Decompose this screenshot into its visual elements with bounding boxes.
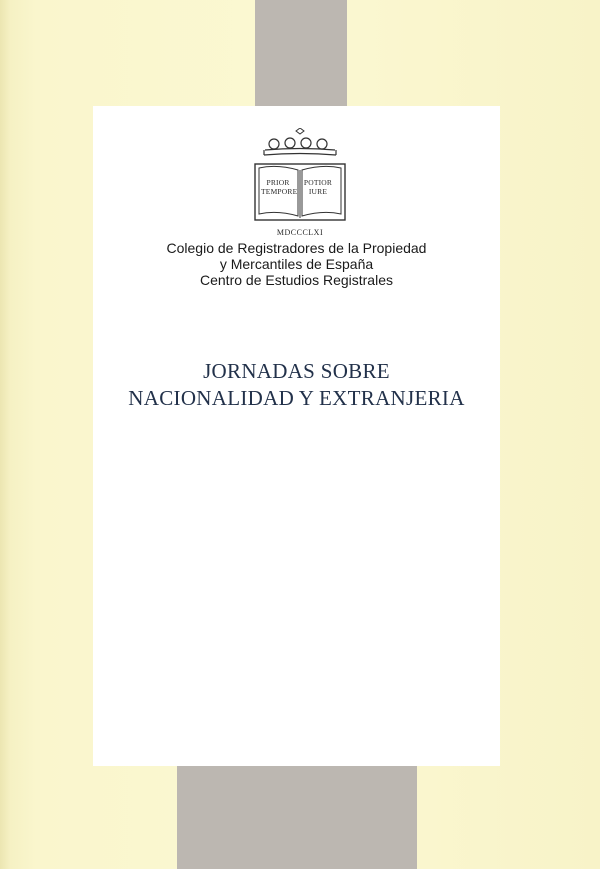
seal-left-text	[261, 178, 298, 196]
institution-line2: y Mercantiles de España	[219, 256, 374, 272]
seal-left-line1: PRIOR	[266, 178, 290, 187]
seal-year: MDCCCLXI	[276, 228, 324, 237]
institution-name	[93, 240, 500, 288]
seal-right-line2: IURE	[308, 187, 328, 196]
institution-line1: Colegio de Registradores de la Propiedad	[166, 240, 427, 256]
institution-line3: Centro de Estudios Registrales	[200, 272, 393, 288]
cover-spine-edge	[0, 0, 10, 869]
book-title	[93, 358, 500, 412]
seal-right-text	[301, 178, 335, 196]
top-grey-band	[255, 0, 347, 106]
seal-left-line2: TEMPORE	[261, 187, 298, 196]
title-line2: NACIONALIDAD Y EXTRANJERIA	[128, 386, 465, 410]
seal-right-line1: POTIOR	[303, 178, 333, 187]
title-line1: JORNADAS SOBRE	[203, 359, 390, 383]
seal-emblem	[245, 128, 355, 228]
bottom-grey-band	[177, 748, 417, 869]
